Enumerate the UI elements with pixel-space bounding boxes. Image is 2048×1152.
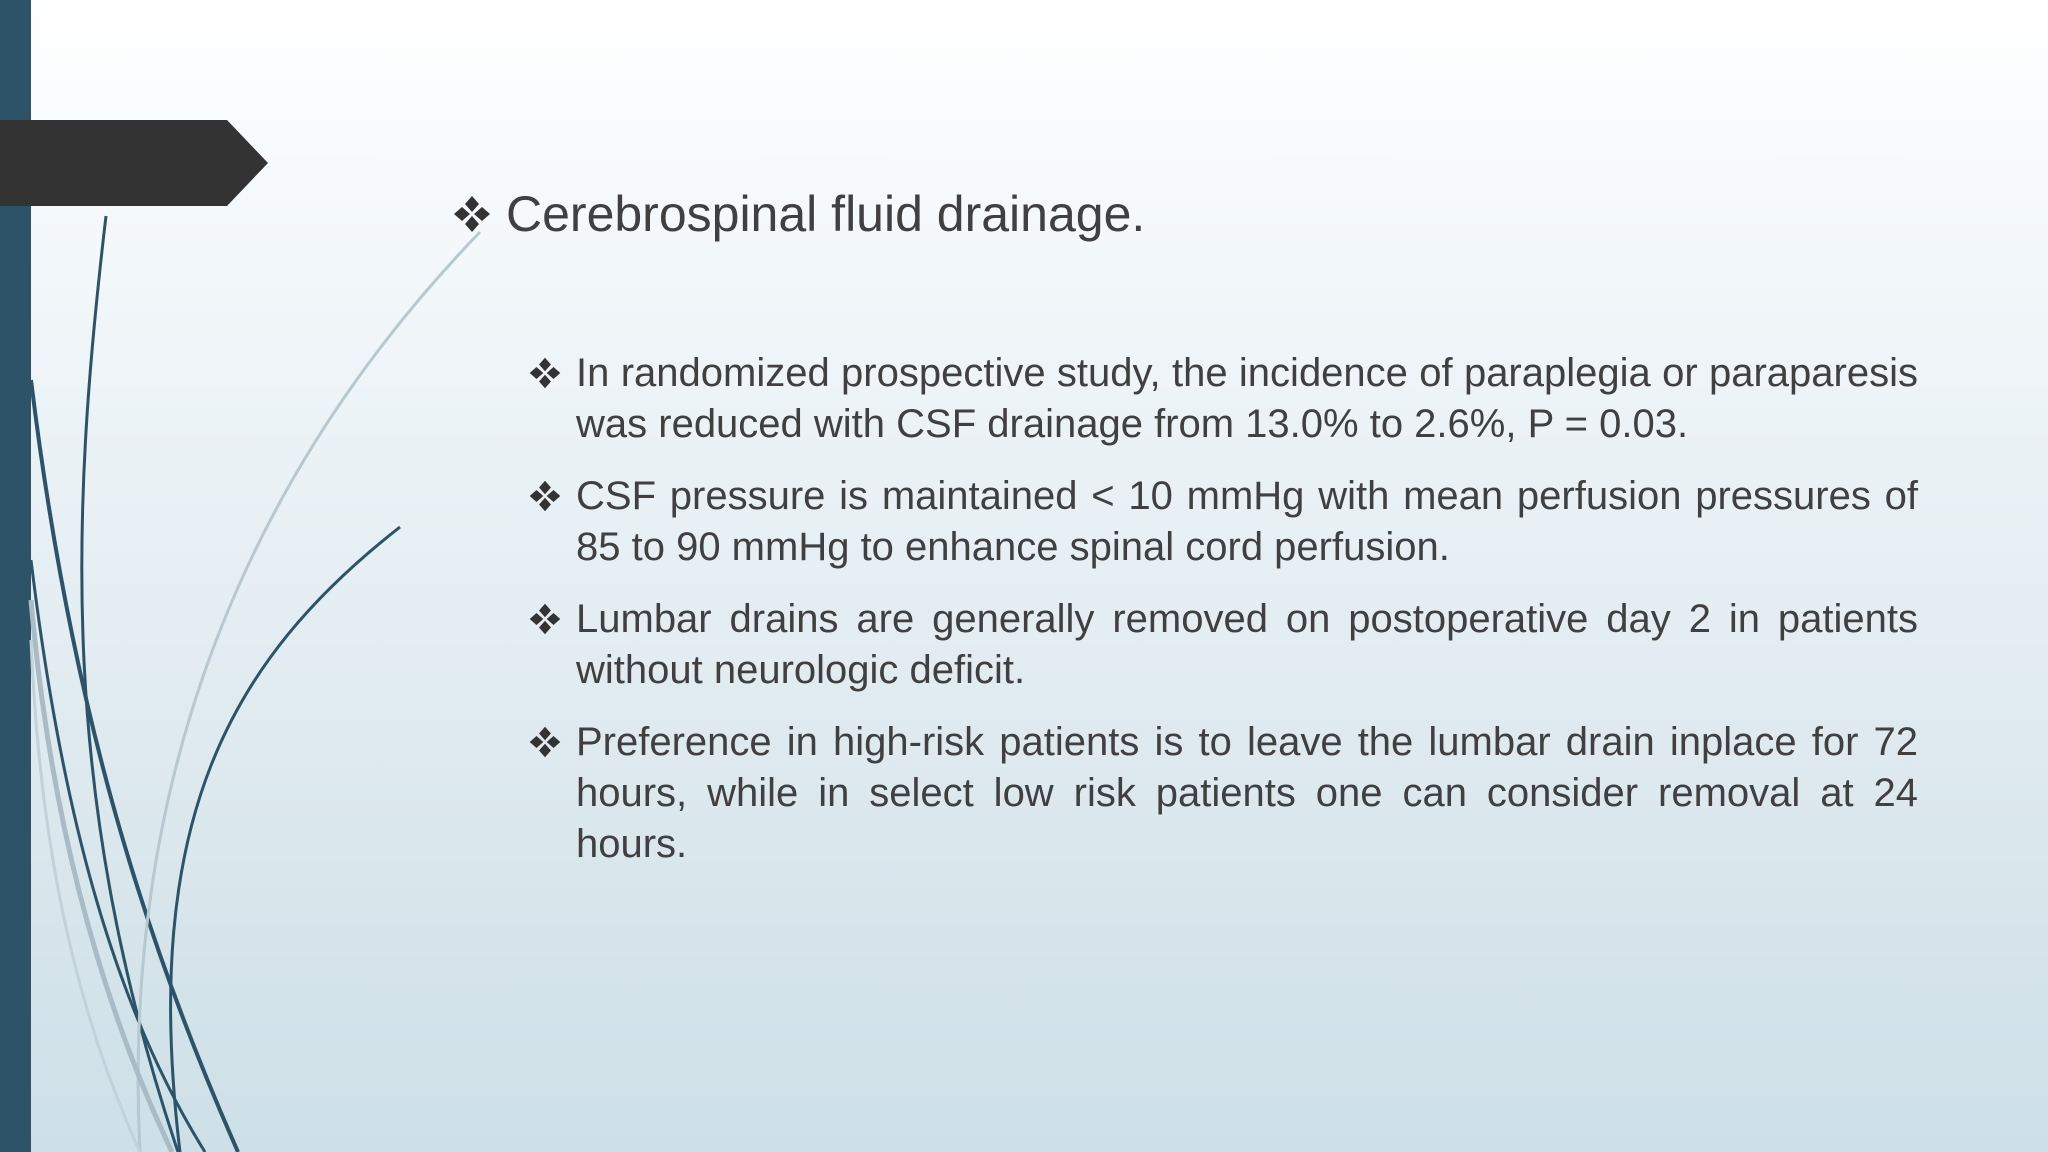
bullet-list — [528, 348, 1918, 891]
four-diamond-icon — [528, 479, 562, 513]
four-diamond-icon — [452, 194, 492, 234]
bullet-item — [528, 471, 1918, 573]
bullet-item — [528, 717, 1918, 870]
bullet-text: In randomized prospective study, the incidence of paraplegia or paraparesis was reduced with CSF drainage from 13.0% to 2.6%, P = 0.03. — [576, 351, 1918, 446]
bullet-text: Lumbar drains are generally removed on postoperative day 2 in patients without neurologic deficit. — [576, 597, 1918, 692]
four-diamond-icon — [528, 602, 562, 636]
heading-text: Cerebrospinal fluid drainage. — [506, 186, 1146, 242]
bullet-text: Preference in high-risk patients is to leave the lumbar drain inplace for 72 hours, while in select low risk patients one can consider removal at 24 hours. — [576, 720, 1918, 866]
bullet-item — [528, 348, 1918, 450]
four-diamond-icon — [528, 356, 562, 390]
bullet-item — [528, 594, 1918, 696]
four-diamond-icon — [528, 725, 562, 759]
slide-heading — [452, 184, 1145, 244]
title-banner-arrow — [0, 120, 270, 206]
bullet-text: CSF pressure is maintained < 10 mmHg with mean perfusion pressures of 85 to 90 mmHg to enhance spinal cord perfusion. — [576, 474, 1918, 569]
